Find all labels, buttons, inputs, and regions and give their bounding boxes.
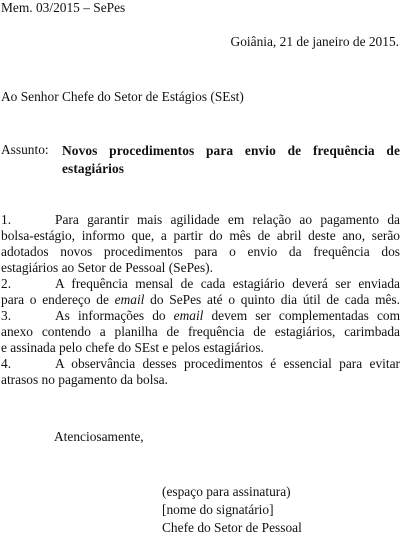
- date-line: Goiânia, 21 de janeiro de 2015.: [230, 34, 399, 49]
- item-2-text-2a: para o endereço de: [1, 292, 115, 307]
- item-4-line-1: [1, 356, 400, 372]
- item-1-line-1: [1, 212, 400, 228]
- signature-space: (espaço para assinatura): [162, 484, 291, 499]
- item-3-number: 3.: [1, 308, 12, 323]
- closing-salutation: Atenciosamente,: [54, 429, 144, 444]
- subject-label: Assunto:: [1, 142, 49, 157]
- item-2-email-word: email: [114, 292, 145, 307]
- subject-line-2: estagiários: [62, 161, 125, 176]
- item-2-number: 2.: [1, 276, 12, 291]
- memo-body: [1, 212, 400, 388]
- item-2-line-2: [1, 292, 400, 308]
- item-1-line-3: adotados novos procedimentos para o envio da frequência dos: [1, 244, 400, 259]
- item-2-text-1: A frequência mensal de cada estagiário deverá ser enviada: [55, 276, 400, 291]
- item-2-text-2b: do SePes até o quinto dia útil de cada mês.: [144, 292, 400, 307]
- item-1-line-4: estagiários ao Setor de Pessoal (SePes).: [1, 260, 213, 275]
- signer-name: [nome do signatário]: [162, 502, 274, 517]
- item-4-line-2: atrasos no pagamento da bolsa.: [1, 372, 168, 387]
- item-3-text-1b: devem ser complementadas com: [203, 308, 401, 323]
- item-4-number: 4.: [1, 356, 12, 371]
- subject-text: [62, 142, 400, 178]
- addressee-line: Ao Senhor Chefe do Setor de Estágios (SEst): [1, 89, 244, 104]
- item-3-line-2: anexo contendo a planilha de frequência de estagiários, carimbada: [1, 324, 400, 339]
- signature-block: [162, 484, 302, 538]
- item-1-number: 1.: [1, 212, 12, 227]
- item-3-line-1: [1, 308, 400, 324]
- signer-title: Chefe do Setor de Pessoal: [162, 520, 302, 535]
- item-3-email-word: email: [173, 308, 204, 323]
- item-3-line-3: e assinada pelo chefe do SEst e pelos estagiários.: [1, 340, 264, 355]
- item-4-text-1: A observância desses procedimentos é essencial para evitar: [55, 356, 400, 371]
- item-1-line-2: bolsa-estágio, informo que, a partir do mês de abril deste ano, serão: [1, 228, 400, 243]
- item-1-text-1: Para garantir mais agilidade em relação ao pagamento da: [55, 212, 400, 227]
- item-3-text-1a: As informações do: [55, 308, 174, 323]
- memo-number: Mem. 03/2015 – SePes: [1, 0, 126, 15]
- item-2-line-1: [1, 276, 400, 292]
- subject-line-1: Novos procedimentos para envio de frequência de: [62, 143, 400, 158]
